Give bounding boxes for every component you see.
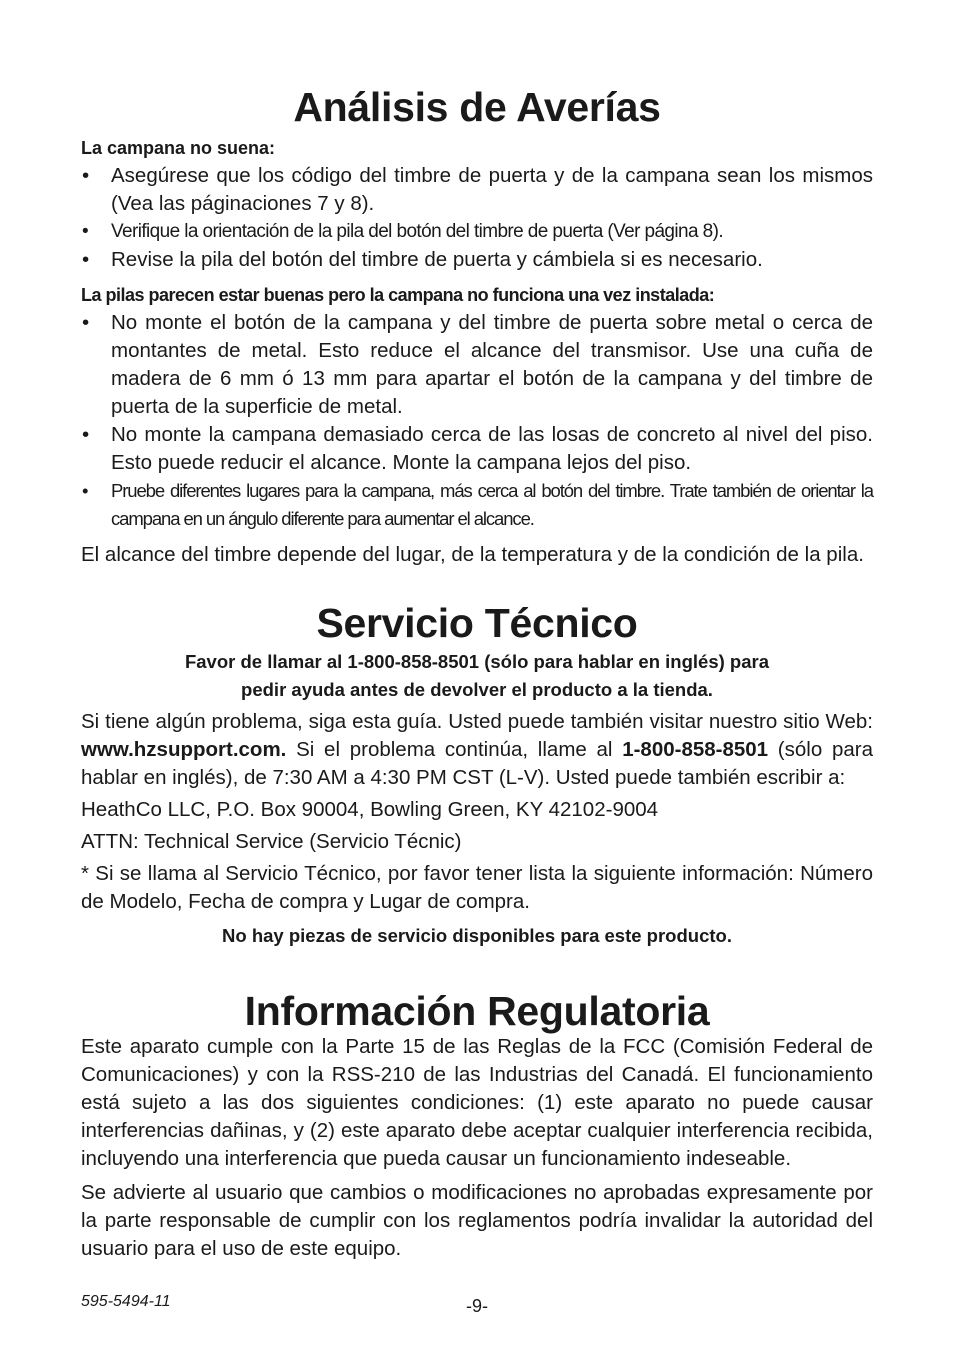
list-item: • Asegúrese que los código del timbre de puerta y de la campana sean los mismos (Vea las páginaciones 7 y 8).	[81, 162, 873, 218]
attention-line: ATTN: Technical Service (Servicio Técnic)	[81, 830, 462, 853]
list-item: • Verifique la orientación de la pila del botón del timbre de puerta (Ver página 8).	[81, 218, 873, 246]
no-parts-note: No hay piezas de servicio disponibles para este producto.	[222, 925, 732, 946]
service-text-c: (sólo para hablar en inglés), de 7:30 AM a 4:30 PM CST (L-V). Usted puede también escribir a:	[81, 738, 873, 789]
no-ring-list	[81, 162, 873, 274]
list-item: • Pruebe diferentes lugares para la campana, más cerca al botón del timbre. Trate también de orientar la campana en un ángulo diferente para aumentar el alcance.	[81, 477, 873, 533]
phone-number: 1-800-858-8501	[622, 738, 769, 761]
service-text-b: Si el problema continúa, llame al	[286, 738, 623, 761]
required-info-note: * Si se llama al Servicio Técnico, por favor tener lista la siguiente información: Número de Modelo, Fecha de compra y Lugar de compra.	[81, 862, 873, 913]
troubleshooting-heading: Análisis de Averías	[293, 84, 661, 130]
document-code: 595-5494-11	[81, 1293, 171, 1310]
range-note: El alcance del timbre depende del lugar, de la temperatura y de la condición de la pila.	[81, 543, 864, 566]
fcc-compliance-paragraph: Este aparato cumple con la Parte 15 de las Reglas de la FCC (Comisión Federal de Comunicaciones) y con la RSS-210 de las Industrias del Canadá. El funcionamiento está sujeto a las dos siguientes condiciones: (1) este aparato no puede causar interferencias dañinas, y (2) este aparato debe aceptar cualquier interferencia recibida, incluyendo una interferencia que pueda causar un funcionamiento indeseable.	[81, 1035, 873, 1170]
list-item: • No monte el botón de la campana y del timbre de puerta sobre metal o cerca de montantes de metal. Esto reduce el alcance del transmisor. Use una cuña de madera de 6 mm ó 13 mm para apartar el botón de la campana y del timbre de puerta de la superficie de metal.	[81, 309, 873, 421]
modification-warning-paragraph: Se advierte al usuario que cambios o modificaciones no aprobadas expresamente por la parte responsable de cumplir con los reglamentos podría invalidar la autoridad del usuario para el uso de este equipo.	[81, 1181, 873, 1260]
website-link[interactable]: www.hzsupport.com.	[81, 738, 287, 761]
service-callout-line2: pedir ayuda antes de devolver el producto a la tienda.	[241, 679, 713, 700]
regulatory-heading: Información Regulatoria	[244, 988, 710, 1034]
regulatory-body	[81, 1033, 873, 1263]
service-callout-line1: Favor de llamar al 1-800-858-8501 (sólo para hablar en inglés) para	[184, 651, 770, 672]
service-body	[81, 648, 873, 950]
batteries-ok-list	[81, 309, 873, 533]
page-number: -9-	[466, 1296, 488, 1316]
list-item: • No monte la campana demasiado cerca de las losas de concreto al nivel del piso. Esto puede reducir el alcance. Monte la campana lejos del piso.	[81, 421, 873, 477]
troubleshooting-body	[81, 135, 873, 569]
batteries-ok-subheading: La pilas parecen estar buenas pero la campana no funciona una vez instalada:	[81, 285, 715, 305]
service-paragraph	[81, 708, 873, 792]
list-item: • Revise la pila del botón del timbre de puerta y cámbiela si es necesario.	[81, 246, 873, 274]
no-ring-subheading: La campana no suena:	[81, 138, 276, 158]
mailing-address: HeathCo LLC, P.O. Box 90004, Bowling Green, KY 42102-9004	[81, 798, 659, 821]
service-heading: Servicio Técnico	[316, 600, 638, 646]
service-text-a: Si tiene algún problema, siga esta guía. Usted puede también visitar nuestro sitio Web:	[81, 710, 873, 733]
